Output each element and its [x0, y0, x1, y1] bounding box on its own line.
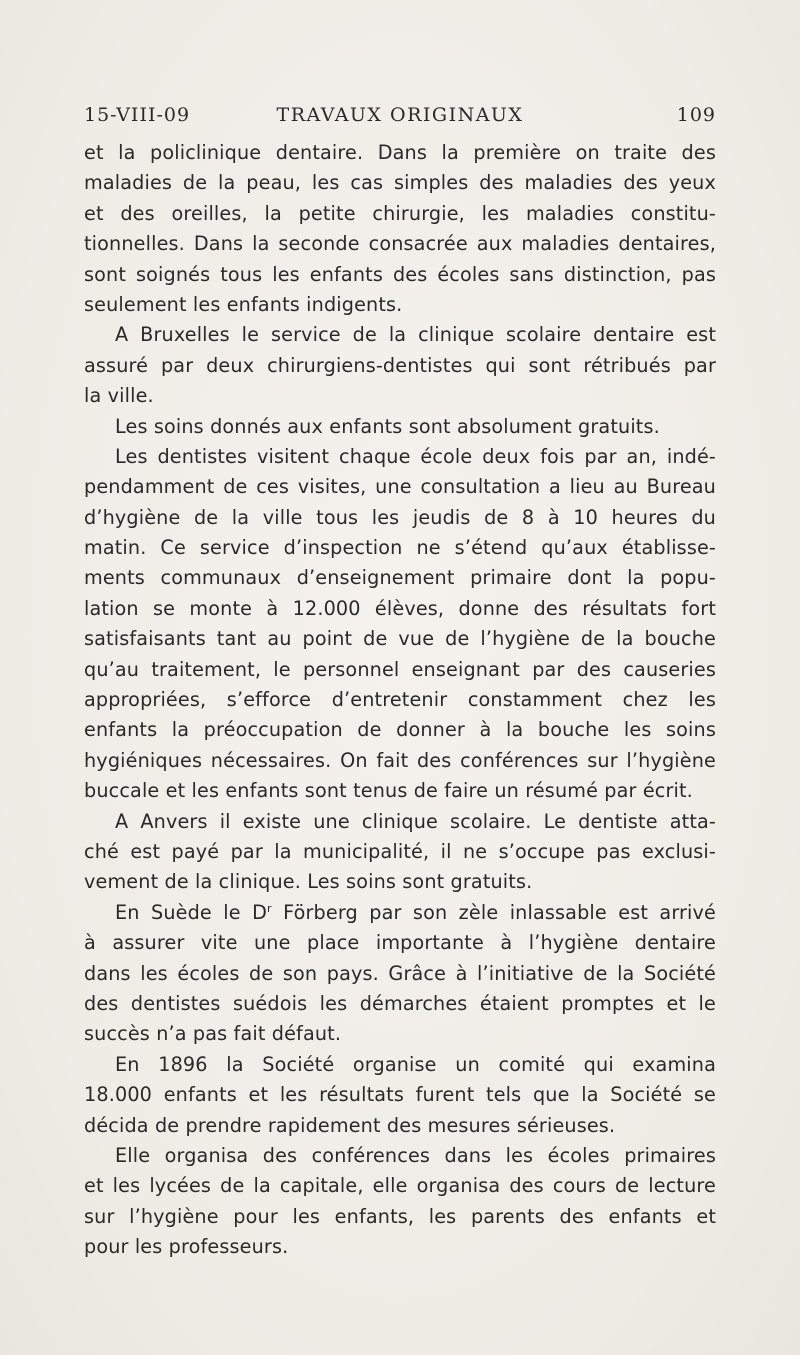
text-line: appropriées, s’efforce d’entretenir constamment chez les	[84, 688, 716, 712]
paragraph	[84, 412, 716, 442]
paragraph	[84, 442, 716, 807]
running-header	[84, 104, 716, 134]
text-line: A Bruxelles le service de la clinique scolaire dentaire est	[115, 323, 716, 347]
text-line: lation se monte à 12.000 élèves, donne des résultats fort	[84, 596, 716, 620]
text-line: à assurer vite une place importante à l’hygiène dentaire	[84, 931, 716, 955]
paragraph	[84, 138, 716, 320]
text-line: hygiéniques nécessaires. On fait des conférences sur l’hygiène	[84, 748, 716, 772]
text-line: En 1896 la Société organise un comité qui examina	[115, 1052, 716, 1076]
text-line: ché est payé par la municipalité, il ne s’occupe pas exclusi-	[84, 839, 716, 863]
text-line: matin. Ce service d’inspection ne s’étend qu’aux établisse-	[84, 536, 716, 560]
text-line: succès n’a pas fait défaut.	[84, 1022, 342, 1046]
text-line: dans les écoles de son pays. Grâce à l’initiative de la Société	[84, 961, 716, 985]
text-line: tionnelles. Dans la seconde consacrée aux maladies dentaires,	[84, 232, 716, 256]
paragraph	[84, 807, 716, 898]
paragraph	[84, 1141, 716, 1263]
text-line: 18.000 enfants et les résultats furent tels que la Société se	[84, 1083, 716, 1107]
text-line: Les soins donnés aux enfants sont absolument gratuits.	[115, 414, 660, 438]
text-line: sont soignés tous les enfants des écoles sans distinction, pas	[84, 262, 716, 286]
paragraph	[84, 898, 716, 1050]
text-line: d’hygiène de la ville tous les jeudis de 8 à 10 heures du	[84, 505, 716, 529]
text-line: buccale et les enfants sont tenus de faire un résumé par écrit.	[84, 779, 693, 803]
paragraph	[84, 320, 716, 411]
text-line: sur l’hygiène pour les enfants, les parents des enfants et	[84, 1204, 716, 1228]
paragraph	[84, 1050, 716, 1141]
text-line: satisfaisants tant au point de vue de l’hygiène de la bouche	[84, 627, 716, 651]
text-line: maladies de la peau, les cas simples des maladies des yeux	[84, 171, 716, 195]
header-title: TRAVAUX ORIGINAUX	[276, 104, 524, 126]
text-line: ments communaux d’enseignement primaire dont la popu-	[84, 566, 716, 590]
text-line: pendamment de ces visites, une consultation a lieu au Bureau	[84, 475, 716, 499]
superscript: r	[267, 901, 272, 915]
text-line: seulement les enfants indigents.	[84, 292, 403, 316]
text-line: et la policlinique dentaire. Dans la première on traite des	[84, 141, 716, 164]
text-line: Les dentistes visitent chaque école deux fois par an, indé-	[115, 444, 716, 468]
page-number: 109	[676, 104, 716, 126]
text-line-doctor	[84, 898, 716, 928]
text-fragment: Förberg par son zèle inlassable est arrivé	[271, 900, 717, 924]
body-text	[84, 138, 716, 1262]
header-date: 15-VIII-09	[84, 104, 191, 126]
text-line: pour les professeurs.	[84, 1235, 289, 1259]
text-line: enfants la préoccupation de donner à la bouche les soins	[84, 718, 716, 742]
text-line: A Anvers il existe une clinique scolaire. Le dentiste atta-	[115, 809, 716, 833]
text-line: et les lycées de la capitale, elle organisa des cours de lecture	[84, 1174, 716, 1198]
text-line: vement de la clinique. Les soins sont gratuits.	[84, 870, 533, 894]
text-line: et des oreilles, la petite chirurgie, les maladies constitu-	[84, 201, 716, 225]
text-line: assuré par deux chirurgiens-dentistes qui sont rétribués par	[84, 353, 716, 377]
text-line: Elle organisa des conférences dans les écoles primaires	[115, 1143, 716, 1167]
text-line: des dentistes suédois les démarches étaient promptes et le	[84, 991, 716, 1015]
text-fragment: En Suède le D	[115, 900, 268, 924]
text-line: qu’au traitement, le personnel enseignant par des causeries	[84, 657, 716, 681]
text-line: la ville.	[84, 384, 154, 408]
text-line: décida de prendre rapidement des mesures sérieuses.	[84, 1113, 616, 1137]
